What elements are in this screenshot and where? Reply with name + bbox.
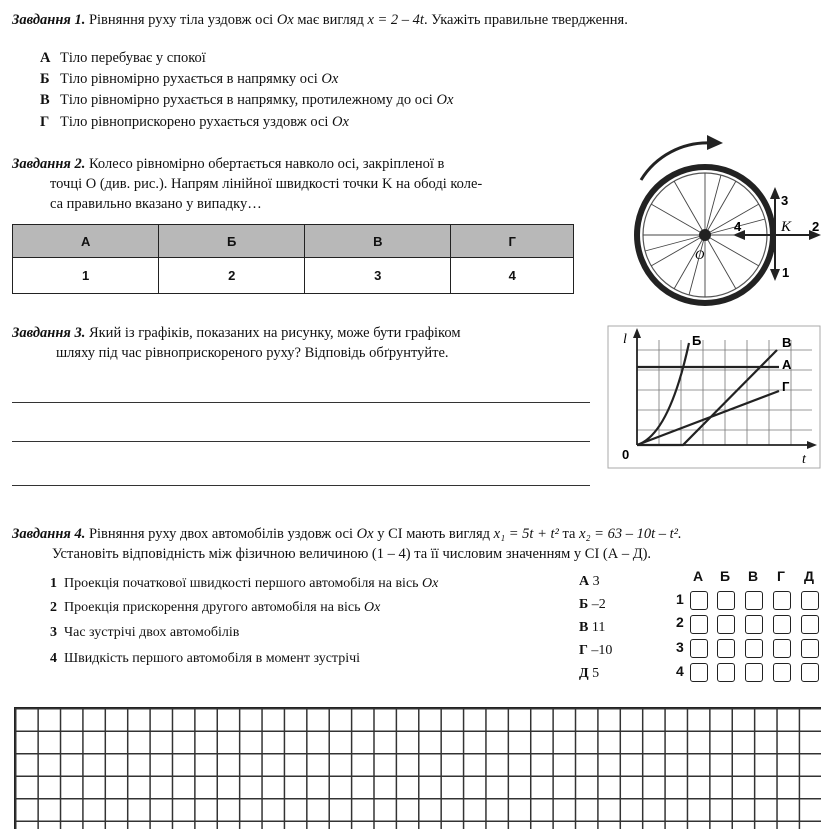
match-item-2: 2 Проекція прискорення другого автомобіля на вісь Ox (50, 600, 381, 615)
arrow-label-3: 3 (781, 193, 789, 208)
answer-cell[interactable]: 4 (451, 258, 574, 294)
grid-col-a: А (693, 568, 704, 584)
answer-box[interactable] (745, 663, 763, 682)
work-grid[interactable] (14, 707, 821, 829)
answer-cell[interactable]: 3 (305, 258, 451, 294)
task3-statement: Завдання 3. Який із графіків, показаних на рисунку, може бути графіком шляху під час рівноприскореного руху? Відповідь обґрунтуйте. (12, 325, 461, 361)
curve-label-v: В (782, 335, 792, 350)
answer-box[interactable] (773, 663, 791, 682)
answer-box[interactable] (717, 615, 735, 634)
answer-col-header: В (305, 225, 451, 258)
answer-box[interactable] (801, 639, 819, 658)
task3-graph (607, 325, 822, 470)
answer-box[interactable] (745, 591, 763, 610)
task1-option[interactable]: В Тіло рівномірно рухається в напрямку, протилежному до осі Ox (40, 92, 454, 108)
match-value-d: Д 5 (579, 666, 600, 681)
task1-label: Завдання 1. (12, 12, 86, 28)
task1-option[interactable]: Б Тіло рівномірно рухається в напрямку осі Ox (40, 71, 339, 87)
arrow-label-2: 2 (812, 219, 820, 234)
answer-box[interactable] (773, 639, 791, 658)
task3-label: Завдання 3. (12, 325, 86, 341)
grid-row-4: 4 (676, 663, 684, 679)
task1-option[interactable]: А Тіло перебуває у спокої (40, 50, 206, 66)
task4-statement: Завдання 4. Рівняння руху двох автомобілів уздовж осі Ox у СІ мають вигляд x₁ = 5t + t² та x₂ = 63 – 10t – t². Установіть відповідність між фізичною величиною (1 – 4) та її числовим значенням у СІ (А – Д). (12, 526, 682, 562)
answer-box[interactable] (690, 639, 708, 658)
task1-equation: x = 2 – 4t (367, 12, 424, 28)
svg-text:t: t (802, 452, 806, 467)
answer-col-header: Б (159, 225, 305, 258)
match-value-g: Г –10 (579, 643, 613, 658)
answer-box[interactable] (801, 591, 819, 610)
answer-col-header: Г (451, 225, 574, 258)
answer-box[interactable] (690, 615, 708, 634)
task1-statement: Завдання 1. Рівняння руху тіла уздовж осі Ox має вигляд x = 2 – 4t. Укажіть правильне твердження. (12, 12, 628, 28)
match-value-b: Б –2 (579, 597, 606, 612)
grid-row-2: 2 (676, 614, 684, 630)
answer-box[interactable] (690, 591, 708, 610)
curve-label-b: Б (692, 333, 702, 348)
answer-line[interactable] (12, 485, 590, 486)
answer-line[interactable] (12, 402, 590, 403)
task4-eq2: x₂ = 63 – 10t – t². (579, 526, 682, 542)
answer-box[interactable] (717, 639, 735, 658)
grid-col-b: Б (720, 568, 731, 584)
answer-box[interactable] (745, 615, 763, 634)
wheel-label-o: O (695, 247, 705, 262)
answer-box[interactable] (801, 663, 819, 682)
match-item-1: 1 Проекція початкової швидкості першого автомобіля на вісь Ox (50, 576, 439, 591)
task2-statement: Завдання 2. Колесо рівномірно обертається навколо осі, закріпленої в точці O (див. рис.). Напрям лінійної швидкості точки K на ободі коле- са правильно вказано у випадку… (12, 156, 483, 212)
answer-cell[interactable]: 2 (159, 258, 305, 294)
answer-box[interactable] (801, 615, 819, 634)
grid-row-3: 3 (676, 639, 684, 655)
answer-box[interactable] (717, 663, 735, 682)
task1-option[interactable]: Г Тіло рівноприскорено рухається уздовж осі Ox (40, 114, 349, 130)
task4-eq1: x₁ = 5t + t² (493, 526, 559, 542)
grid-row-1: 1 (676, 591, 684, 607)
answer-box[interactable] (773, 591, 791, 610)
match-value-a: А 3 (579, 574, 600, 589)
answer-box[interactable] (745, 639, 763, 658)
answer-col-header: А (13, 225, 159, 258)
curve-v (637, 350, 777, 445)
match-value-v: В 11 (579, 620, 606, 635)
svg-text:0: 0 (622, 447, 630, 462)
answer-box[interactable] (690, 663, 708, 682)
answer-cell[interactable]: 1 (13, 258, 159, 294)
task4-label: Завдання 4. (12, 526, 86, 542)
curve-label-g: Г (782, 379, 790, 394)
curve-label-a: А (782, 357, 792, 372)
wheel-figure (615, 135, 825, 310)
arrow-label-1: 1 (782, 265, 790, 280)
grid-col-v: В (748, 568, 759, 584)
grid-col-g: Г (777, 568, 785, 584)
answer-line[interactable] (12, 441, 590, 442)
match-item-4: 4 Швидкість першого автомобіля в момент зустрічі (50, 651, 361, 666)
match-item-3: 3 Час зустрічі двох автомобілів (50, 625, 240, 640)
arrow-label-4: 4 (734, 219, 742, 234)
grid-col-d: Д (804, 568, 814, 584)
curve-g (637, 391, 779, 445)
task2-label: Завдання 2. (12, 156, 86, 172)
answer-box[interactable] (773, 615, 791, 634)
svg-text:l: l (623, 332, 627, 347)
task2-answer-table (12, 224, 574, 294)
answer-box[interactable] (717, 591, 735, 610)
wheel-label-k: K (781, 219, 792, 235)
